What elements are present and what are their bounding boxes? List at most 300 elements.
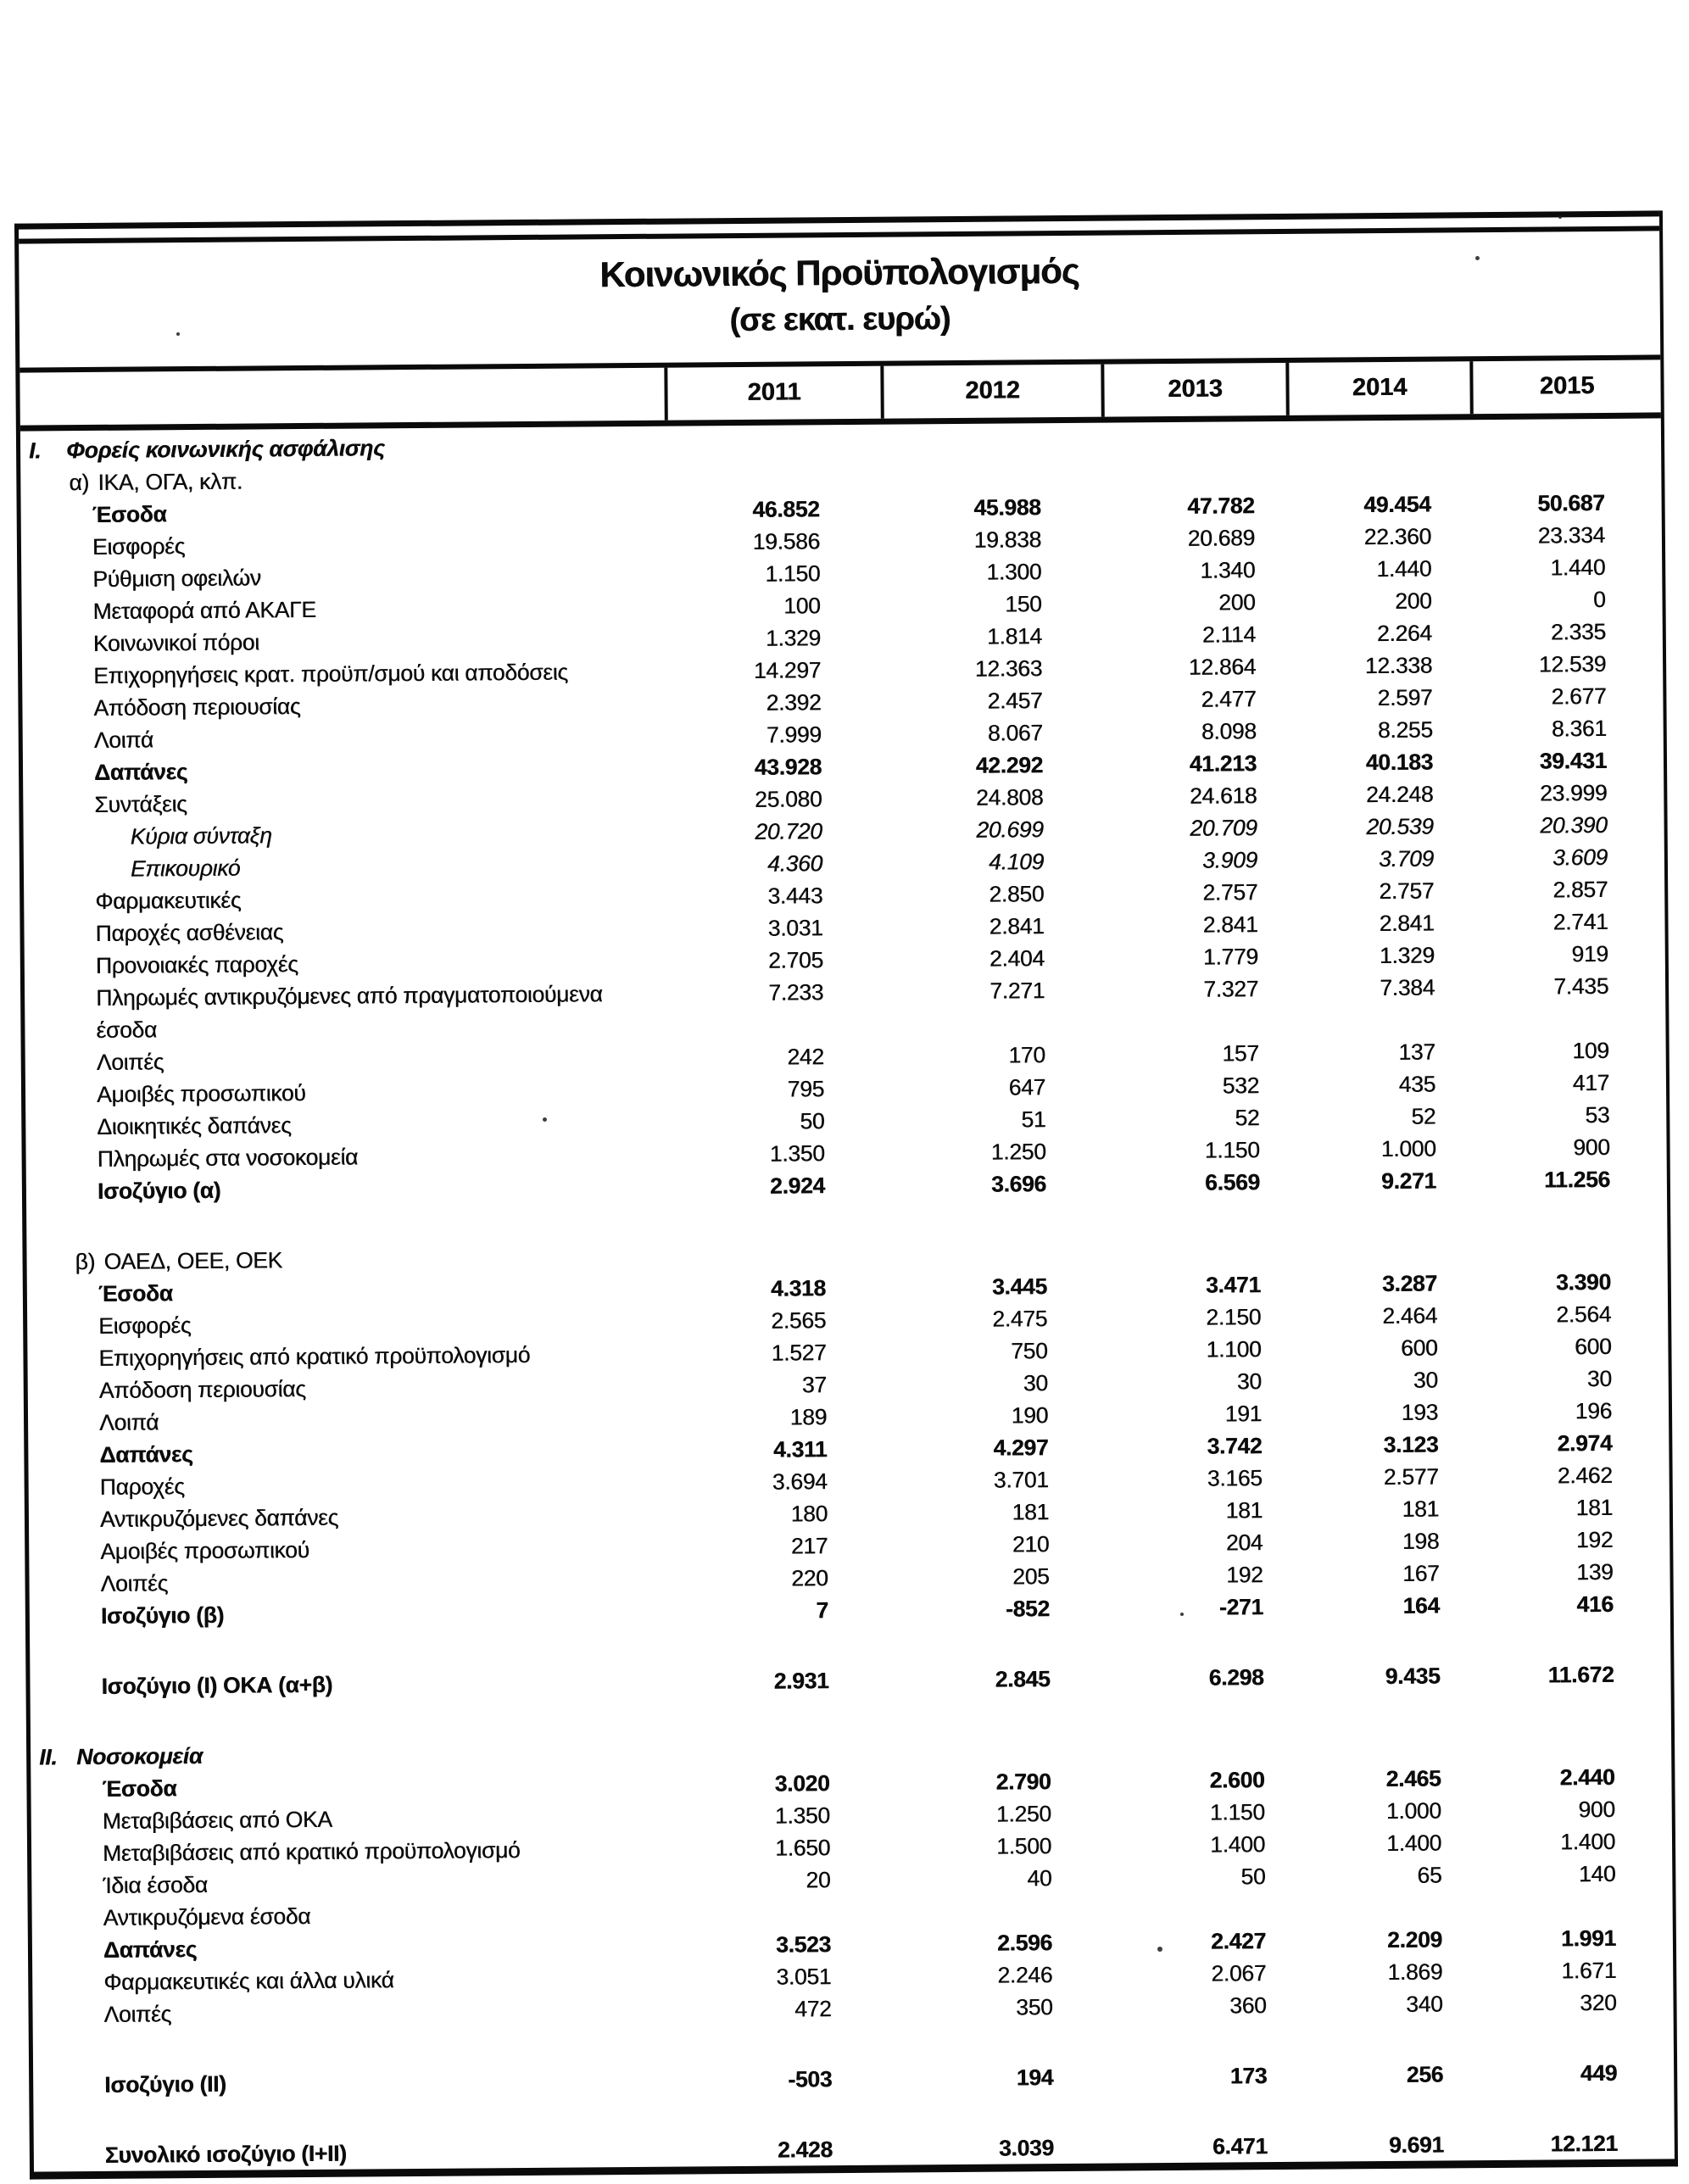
cell-value: 150 bbox=[1005, 591, 1042, 617]
cell-value: 600 bbox=[1574, 1333, 1612, 1360]
row-label: Λοιπά bbox=[93, 727, 153, 753]
cell-value: 6.471 bbox=[1212, 2133, 1268, 2159]
cell-value: 49.454 bbox=[1363, 491, 1431, 518]
cell-value: 6.569 bbox=[1204, 1169, 1261, 1195]
cell-value: 193 bbox=[1401, 1399, 1439, 1425]
cell-value: 2.757 bbox=[1202, 879, 1258, 905]
cell-value: 3.443 bbox=[767, 883, 823, 909]
row-label: Λοιπές bbox=[96, 1049, 164, 1075]
cell-value: 12.539 bbox=[1538, 650, 1607, 677]
row-label: Ισοζύγιο (β) bbox=[100, 1602, 225, 1629]
cell-value: 1.150 bbox=[1204, 1137, 1260, 1163]
row-prefix: I. bbox=[28, 437, 42, 464]
row-label: Ρύθμιση οφειλών bbox=[92, 565, 261, 592]
cell-value bbox=[1101, 425, 1286, 459]
cell-value bbox=[1476, 1233, 1667, 1267]
row-label: Επιχορηγήσεις κρατ. προϋπ/σμού και αποδόσεις bbox=[93, 659, 568, 688]
row-label: Φορείς κοινωνικής ασφάλισης bbox=[65, 435, 385, 464]
scan-speck bbox=[1180, 1613, 1184, 1616]
row-label: Δαπάνες bbox=[103, 1936, 198, 1963]
row-label: ΟΑΕΔ, ΟΕΕ, ΟΕΚ bbox=[103, 1247, 283, 1274]
row-label: Κύρια σύνταξη bbox=[130, 822, 272, 850]
cell-value: 3.696 bbox=[990, 1171, 1047, 1197]
cell-value: 416 bbox=[1576, 1591, 1614, 1618]
cell-value bbox=[885, 1006, 1106, 1040]
cell-value: 19.838 bbox=[973, 526, 1042, 553]
cell-value: 3.020 bbox=[774, 1770, 830, 1797]
cell-value: 189 bbox=[789, 1404, 828, 1430]
cell-value: 2.464 bbox=[1382, 1302, 1438, 1329]
cell-value: 2.427 bbox=[1210, 1928, 1267, 1954]
cell-value: 600 bbox=[1400, 1334, 1438, 1361]
cell-value: 190 bbox=[1011, 1402, 1049, 1429]
cell-value: 53 bbox=[1585, 1101, 1610, 1128]
cell-value: 1.350 bbox=[769, 1140, 825, 1167]
cell-value: 3.123 bbox=[1383, 1431, 1439, 1458]
cell-value: 7.999 bbox=[766, 722, 822, 748]
table-body bbox=[20, 418, 1675, 2171]
row-prefix: β) bbox=[75, 1248, 96, 1275]
cell-value: 45.988 bbox=[973, 494, 1041, 521]
cell-value: 8.361 bbox=[1551, 715, 1607, 742]
row-label: Ίδια έσοδα bbox=[103, 1871, 208, 1898]
cell-value bbox=[1470, 421, 1661, 455]
row-label: Απόδοση περιουσίας bbox=[93, 694, 301, 721]
cell-value: 2.564 bbox=[1556, 1301, 1612, 1328]
row-label: Αμοιβές προσωπικού bbox=[96, 1080, 306, 1107]
cell-value: 100 bbox=[783, 593, 821, 619]
cell-value: 2.114 bbox=[1201, 621, 1256, 648]
cell-value: 7.384 bbox=[1380, 974, 1435, 1001]
cell-value bbox=[1286, 423, 1470, 457]
cell-value: 11.672 bbox=[1547, 1661, 1614, 1688]
cell-value: 2.790 bbox=[995, 1769, 1051, 1795]
cell-value: -852 bbox=[1005, 1596, 1050, 1622]
cell-value: 1.500 bbox=[996, 1833, 1052, 1859]
cell-value: 12.338 bbox=[1364, 652, 1433, 679]
cell-value: 50 bbox=[1240, 1864, 1266, 1890]
row-prefix: II. bbox=[39, 1744, 58, 1770]
cell-value: 140 bbox=[1578, 1860, 1616, 1887]
cell-value: 2.475 bbox=[992, 1306, 1048, 1332]
cell-value: 1.869 bbox=[1387, 1958, 1443, 1986]
row-label: Δαπάνες bbox=[93, 759, 188, 785]
cell-value: 435 bbox=[1398, 1071, 1436, 1097]
cell-value: 192 bbox=[1226, 1562, 1263, 1588]
cell-value: 1.650 bbox=[775, 1835, 831, 1861]
cell-value: 1.250 bbox=[990, 1139, 1046, 1165]
row-label: Λοιπές bbox=[100, 1570, 169, 1596]
cell-value: -271 bbox=[1218, 1594, 1263, 1620]
cell-value: 157 bbox=[1222, 1040, 1259, 1067]
cell-value: 3.701 bbox=[993, 1467, 1049, 1493]
cell-value: 30 bbox=[1586, 1365, 1612, 1392]
cell-value: 4.311 bbox=[772, 1436, 828, 1462]
row-label: Νοσοκομεία bbox=[76, 1742, 203, 1770]
row-label: Έσοδα bbox=[92, 501, 167, 527]
cell-value bbox=[676, 1896, 892, 1930]
cell-value: 167 bbox=[1402, 1560, 1440, 1586]
cell-value: 1.991 bbox=[1560, 1925, 1617, 1952]
cell-value: 900 bbox=[1573, 1134, 1610, 1161]
cell-value: 3.051 bbox=[776, 1964, 832, 1990]
cell-value: 919 bbox=[1571, 940, 1608, 967]
cell-value: 1.527 bbox=[771, 1340, 827, 1366]
row-label: Επικουρικό bbox=[130, 855, 241, 882]
row-label: ΙΚΑ, ΟΓΑ, κλπ. bbox=[98, 468, 243, 495]
cell-value: 2.392 bbox=[766, 689, 822, 716]
cell-value bbox=[669, 1008, 885, 1042]
cell-value: 2.841 bbox=[989, 913, 1045, 939]
cell-value: 6.298 bbox=[1208, 1664, 1264, 1691]
cell-value: 1.440 bbox=[1376, 555, 1432, 582]
cell-value: 3.742 bbox=[1207, 1433, 1263, 1459]
cell-value: 2.404 bbox=[989, 945, 1045, 972]
cell-value: 1.340 bbox=[1200, 557, 1256, 583]
cell-value: 9.271 bbox=[1380, 1167, 1437, 1195]
cell-value: 340 bbox=[1406, 1991, 1443, 2017]
row-label: Επιχορηγήσεις από κρατικό προϋπολογισμό bbox=[98, 1341, 531, 1371]
row-label: Παροχές ασθένειας bbox=[95, 919, 284, 946]
cell-value: 181 bbox=[1012, 1499, 1050, 1525]
row-label: Ισοζύγιο (Ι) ΟΚΑ (α+β) bbox=[101, 1671, 333, 1699]
cell-value bbox=[1480, 1728, 1671, 1762]
row-label: Μεταβιβάσεις από κρατικό προϋπολογισμό bbox=[102, 1837, 521, 1866]
cell-value: 417 bbox=[1572, 1069, 1610, 1096]
cell-value: 2.841 bbox=[1202, 911, 1258, 938]
row-label: Πληρωμές αντικρυζόμενες από πραγματοποιούμενα bbox=[96, 981, 603, 1011]
cell-value: 3.471 bbox=[1205, 1272, 1261, 1298]
cell-value: 20 bbox=[805, 1867, 831, 1893]
cell-value: 40 bbox=[1027, 1865, 1052, 1892]
cell-value: 24.248 bbox=[1365, 781, 1434, 808]
scan-speck bbox=[1157, 1947, 1162, 1952]
cell-value bbox=[1474, 1001, 1665, 1035]
cell-value: 2.565 bbox=[771, 1307, 827, 1334]
cell-value: 2.264 bbox=[1376, 620, 1432, 647]
cell-value: 3.165 bbox=[1207, 1465, 1263, 1491]
cell-value: 4.360 bbox=[766, 850, 823, 877]
cell-value: 0 bbox=[1592, 586, 1606, 613]
header-year-2012: 2012 bbox=[880, 365, 1101, 419]
cell-value: 2.246 bbox=[997, 1962, 1053, 1988]
cell-value: 37 bbox=[801, 1372, 827, 1398]
cell-value: 198 bbox=[1402, 1528, 1440, 1554]
cell-value: 20.720 bbox=[755, 818, 822, 844]
row-label: Κοινωνικοί πόροι bbox=[92, 629, 259, 656]
row-label: Φαρμακευτικές bbox=[95, 887, 242, 914]
cell-value: 20.689 bbox=[1187, 525, 1256, 551]
cell-value bbox=[1297, 1891, 1481, 1925]
cell-value: 24.618 bbox=[1189, 783, 1257, 809]
cell-value: 1.400 bbox=[1386, 1830, 1442, 1857]
cell-value: 22.360 bbox=[1363, 523, 1432, 550]
row-label: Εισφορές bbox=[98, 1312, 192, 1339]
cell-value bbox=[671, 1240, 887, 1273]
cell-value: 2.677 bbox=[1551, 682, 1607, 710]
cell-value: 200 bbox=[1395, 588, 1432, 614]
cell-value: 1.150 bbox=[765, 560, 821, 587]
cell-value: 2.440 bbox=[1559, 1763, 1615, 1791]
row-label: Αμοιβές προσωπικού bbox=[100, 1536, 309, 1564]
row-label: Εισφορές bbox=[92, 533, 186, 560]
cell-value bbox=[665, 460, 881, 494]
cell-value: 532 bbox=[1222, 1072, 1260, 1099]
cell-value bbox=[1296, 1730, 1480, 1763]
cell-value bbox=[1470, 454, 1661, 488]
cell-value: 7.327 bbox=[1203, 976, 1259, 1002]
cell-value: 181 bbox=[1402, 1496, 1440, 1522]
cell-value: 242 bbox=[787, 1044, 824, 1070]
cell-value: 51 bbox=[1021, 1106, 1046, 1133]
cell-value: 1.671 bbox=[1561, 1957, 1617, 1984]
cell-value: 2.931 bbox=[773, 1668, 829, 1694]
cell-value: 2.741 bbox=[1552, 908, 1608, 935]
cell-value: 449 bbox=[1580, 2059, 1618, 2086]
row-label: Συνολικό ισοζύγιο (Ι+ΙΙ) bbox=[104, 2140, 347, 2168]
cell-value: 7.233 bbox=[768, 979, 824, 1006]
row-label: Μεταβιβάσεις από ΟΚΑ bbox=[102, 1806, 332, 1834]
row-label: Πληρωμές στα νοσοκομεία bbox=[97, 1144, 359, 1172]
cell-value: 8.255 bbox=[1377, 716, 1433, 744]
page-title: Κοινωνικός Προϋπολογισμός bbox=[599, 250, 1079, 295]
scan-speck bbox=[1558, 215, 1562, 219]
cell-value: 1.779 bbox=[1202, 944, 1258, 970]
cell-value: 30 bbox=[1236, 1368, 1262, 1395]
header-year-2013: 2013 bbox=[1101, 363, 1285, 417]
cell-value: 2.428 bbox=[777, 2137, 833, 2163]
cell-value: 137 bbox=[1398, 1039, 1435, 1065]
cell-value: 9.691 bbox=[1388, 2131, 1444, 2159]
cell-value: 2.209 bbox=[1386, 1926, 1443, 1953]
row-label: Έσοδα bbox=[98, 1280, 173, 1306]
scan-speck bbox=[176, 332, 180, 336]
cell-value: 200 bbox=[1218, 589, 1256, 616]
cell-value: 8.098 bbox=[1201, 718, 1257, 744]
cell-value: 3.039 bbox=[998, 2135, 1054, 2161]
header-year-2011: 2011 bbox=[664, 366, 880, 421]
cell-value: 2.850 bbox=[989, 881, 1045, 907]
row-label: Απόδοση περιουσίας bbox=[98, 1376, 306, 1403]
header-label-cell bbox=[20, 368, 664, 426]
cell-value bbox=[891, 1733, 1112, 1767]
cell-value: 20.390 bbox=[1540, 811, 1608, 838]
cell-value: 2.974 bbox=[1557, 1429, 1613, 1457]
cell-value: 173 bbox=[1229, 2063, 1268, 2089]
cell-value: 3.390 bbox=[1555, 1268, 1611, 1295]
cell-value: 2.150 bbox=[1206, 1304, 1262, 1330]
cell-value: 7.271 bbox=[989, 978, 1045, 1004]
cell-value: 900 bbox=[1578, 1796, 1615, 1823]
cell-value: 1.000 bbox=[1385, 1797, 1441, 1825]
cell-value: 170 bbox=[1008, 1042, 1045, 1068]
cell-value: 1.250 bbox=[995, 1801, 1051, 1827]
cell-value: 1.350 bbox=[774, 1802, 830, 1829]
cell-value: 3.709 bbox=[1378, 845, 1435, 872]
row-label: Αντικρυζόμενες δαπάνες bbox=[99, 1504, 339, 1532]
cell-value: 2.600 bbox=[1209, 1767, 1265, 1793]
cell-value: 181 bbox=[1575, 1494, 1614, 1521]
cell-value: 12.363 bbox=[974, 655, 1043, 682]
cell-value: 795 bbox=[787, 1076, 825, 1102]
cell-value: 20.539 bbox=[1366, 813, 1434, 840]
cell-value: 217 bbox=[790, 1533, 828, 1559]
row-prefix: α) bbox=[69, 469, 90, 496]
cell-value: 2.596 bbox=[996, 1930, 1053, 1956]
cell-value: 1.400 bbox=[1560, 1828, 1616, 1855]
cell-value: 43.928 bbox=[754, 754, 822, 780]
cell-value: 1.329 bbox=[765, 625, 821, 651]
cell-value: 1.329 bbox=[1379, 942, 1435, 969]
cell-value: 2.477 bbox=[1201, 686, 1257, 712]
cell-value: 2.577 bbox=[1383, 1463, 1439, 1490]
row-label: Παροχές bbox=[99, 1474, 185, 1500]
row-label: Λοιπές bbox=[103, 2001, 172, 2027]
cell-value: 1.300 bbox=[986, 559, 1042, 585]
cell-value: 205 bbox=[1012, 1563, 1050, 1590]
cell-value: 3.609 bbox=[1552, 844, 1608, 871]
cell-value bbox=[887, 1238, 1107, 1272]
cell-value: 42.292 bbox=[975, 752, 1044, 778]
cell-value: 2.757 bbox=[1379, 878, 1435, 905]
cell-value: 192 bbox=[1575, 1526, 1614, 1553]
cell-value: 180 bbox=[790, 1501, 828, 1527]
scan-speck bbox=[1475, 256, 1480, 260]
cell-value: 25.080 bbox=[754, 786, 822, 812]
cell-value bbox=[1107, 1236, 1292, 1270]
cell-value: 30 bbox=[1413, 1367, 1438, 1393]
cell-value: 1.100 bbox=[1206, 1336, 1262, 1362]
cell-value bbox=[1290, 1003, 1474, 1037]
header-year-2014: 2014 bbox=[1285, 361, 1469, 415]
row-label: Μεταφορά από ΑΚΑΓΕ bbox=[92, 596, 316, 624]
cell-value: 2.845 bbox=[995, 1666, 1051, 1692]
row-label: Ισοζύγιο (ΙΙ) bbox=[104, 2070, 226, 2098]
cell-value: 23.334 bbox=[1537, 521, 1606, 549]
social-budget-table bbox=[14, 210, 1678, 2179]
row-label: Αντικρυζόμενα έσοδα bbox=[103, 1903, 311, 1930]
cell-value: 23.999 bbox=[1539, 779, 1608, 806]
cell-value: 750 bbox=[1011, 1338, 1048, 1364]
cell-value: 2.924 bbox=[769, 1173, 826, 1199]
cell-value bbox=[1292, 1234, 1476, 1268]
row-label: Φαρμακευτικές και άλλα υλικά bbox=[103, 1967, 394, 1995]
cell-value: 109 bbox=[1572, 1037, 1609, 1064]
cell-value: 2.841 bbox=[1379, 910, 1435, 937]
cell-value: 472 bbox=[794, 1996, 832, 2022]
row-label: Δαπάνες bbox=[99, 1441, 193, 1468]
cell-value: 181 bbox=[1225, 1497, 1263, 1524]
cell-value: 350 bbox=[1016, 1994, 1053, 2020]
cell-value: 19.586 bbox=[752, 528, 821, 554]
cell-value: 52 bbox=[1235, 1105, 1260, 1131]
cell-value: 52 bbox=[1411, 1103, 1436, 1129]
cell-value: 2.465 bbox=[1385, 1765, 1441, 1792]
cell-value: 46.852 bbox=[752, 496, 820, 522]
cell-value: 40.183 bbox=[1365, 749, 1434, 776]
cell-value: 1.150 bbox=[1209, 1799, 1265, 1825]
cell-value: 2.457 bbox=[987, 688, 1043, 714]
cell-value: 164 bbox=[1402, 1592, 1440, 1618]
cell-value: 2.705 bbox=[767, 947, 823, 973]
cell-value: -503 bbox=[788, 2066, 833, 2092]
cell-value: 2.597 bbox=[1377, 684, 1433, 711]
row-label: Ισοζύγιο (α) bbox=[97, 1177, 221, 1204]
cell-value: 2.462 bbox=[1557, 1462, 1613, 1489]
row-label: Συντάξεις bbox=[94, 791, 187, 817]
cell-value: 7 bbox=[816, 1597, 828, 1624]
cell-value: 14.297 bbox=[753, 657, 822, 683]
cell-value: 196 bbox=[1575, 1397, 1613, 1424]
cell-value: 4.297 bbox=[993, 1435, 1049, 1461]
cell-value: 1.000 bbox=[1380, 1135, 1436, 1162]
cell-value: 1.440 bbox=[1550, 554, 1606, 581]
row-label: έσοδα bbox=[96, 1017, 158, 1043]
cell-value bbox=[1112, 1731, 1296, 1765]
cell-value: 12.864 bbox=[1188, 654, 1257, 680]
cell-value bbox=[1112, 1892, 1297, 1926]
scan-speck bbox=[543, 1117, 547, 1122]
cell-value: 47.782 bbox=[1187, 493, 1255, 519]
cell-value: 8.067 bbox=[987, 720, 1043, 746]
cell-value: 2.067 bbox=[1211, 1960, 1267, 1986]
row-label: Προνοιακές παροχές bbox=[95, 951, 298, 978]
cell-value: 3.523 bbox=[775, 1931, 832, 1958]
cell-value: 1.814 bbox=[986, 623, 1042, 649]
cell-value bbox=[1106, 1005, 1290, 1039]
cell-value: 11.256 bbox=[1543, 1166, 1610, 1193]
cell-value: 320 bbox=[1580, 1989, 1617, 2016]
cell-value bbox=[892, 1894, 1112, 1928]
cell-value: 30 bbox=[1023, 1370, 1048, 1396]
cell-value: 3.694 bbox=[772, 1468, 828, 1495]
cell-value bbox=[675, 1735, 891, 1769]
cell-value: 647 bbox=[1008, 1074, 1046, 1100]
cell-value: 65 bbox=[1417, 1862, 1442, 1888]
page-subtitle: (σε εκατ. ευρώ) bbox=[729, 301, 950, 339]
cell-value bbox=[1101, 457, 1286, 491]
cell-value: 9.435 bbox=[1385, 1663, 1441, 1690]
cell-value: 360 bbox=[1229, 1992, 1267, 2019]
cell-value: 220 bbox=[791, 1565, 828, 1591]
cell-value: 50.687 bbox=[1537, 489, 1605, 516]
cell-value: 50 bbox=[800, 1108, 825, 1134]
cell-value: 20.709 bbox=[1190, 815, 1257, 841]
header-year-2015: 2015 bbox=[1469, 359, 1660, 414]
cell-value: 256 bbox=[1406, 2061, 1444, 2087]
cell-value: 4.318 bbox=[770, 1275, 826, 1301]
table-title-block bbox=[19, 231, 1660, 367]
cell-value: 2.335 bbox=[1550, 618, 1606, 645]
cell-value: 210 bbox=[1012, 1531, 1050, 1557]
cell-value bbox=[665, 428, 881, 462]
cell-value: 4.109 bbox=[988, 849, 1045, 875]
cell-value bbox=[881, 459, 1101, 493]
cell-value bbox=[1481, 1889, 1672, 1923]
cell-value: 3.445 bbox=[991, 1273, 1047, 1300]
cell-value: 41.213 bbox=[1189, 750, 1257, 777]
cell-value: 194 bbox=[1016, 2064, 1054, 2091]
cell-value: 3.287 bbox=[1381, 1270, 1437, 1297]
cell-value: 12.121 bbox=[1550, 2130, 1618, 2157]
cell-value bbox=[881, 426, 1101, 460]
row-label: Διοικητικές δαπάνες bbox=[97, 1112, 292, 1139]
cell-value: 24.808 bbox=[975, 784, 1044, 811]
cell-value: 191 bbox=[1224, 1401, 1263, 1427]
cell-value: 3.909 bbox=[1201, 847, 1258, 873]
cell-value: 39.431 bbox=[1539, 747, 1608, 774]
cell-value: 2.857 bbox=[1552, 876, 1608, 903]
